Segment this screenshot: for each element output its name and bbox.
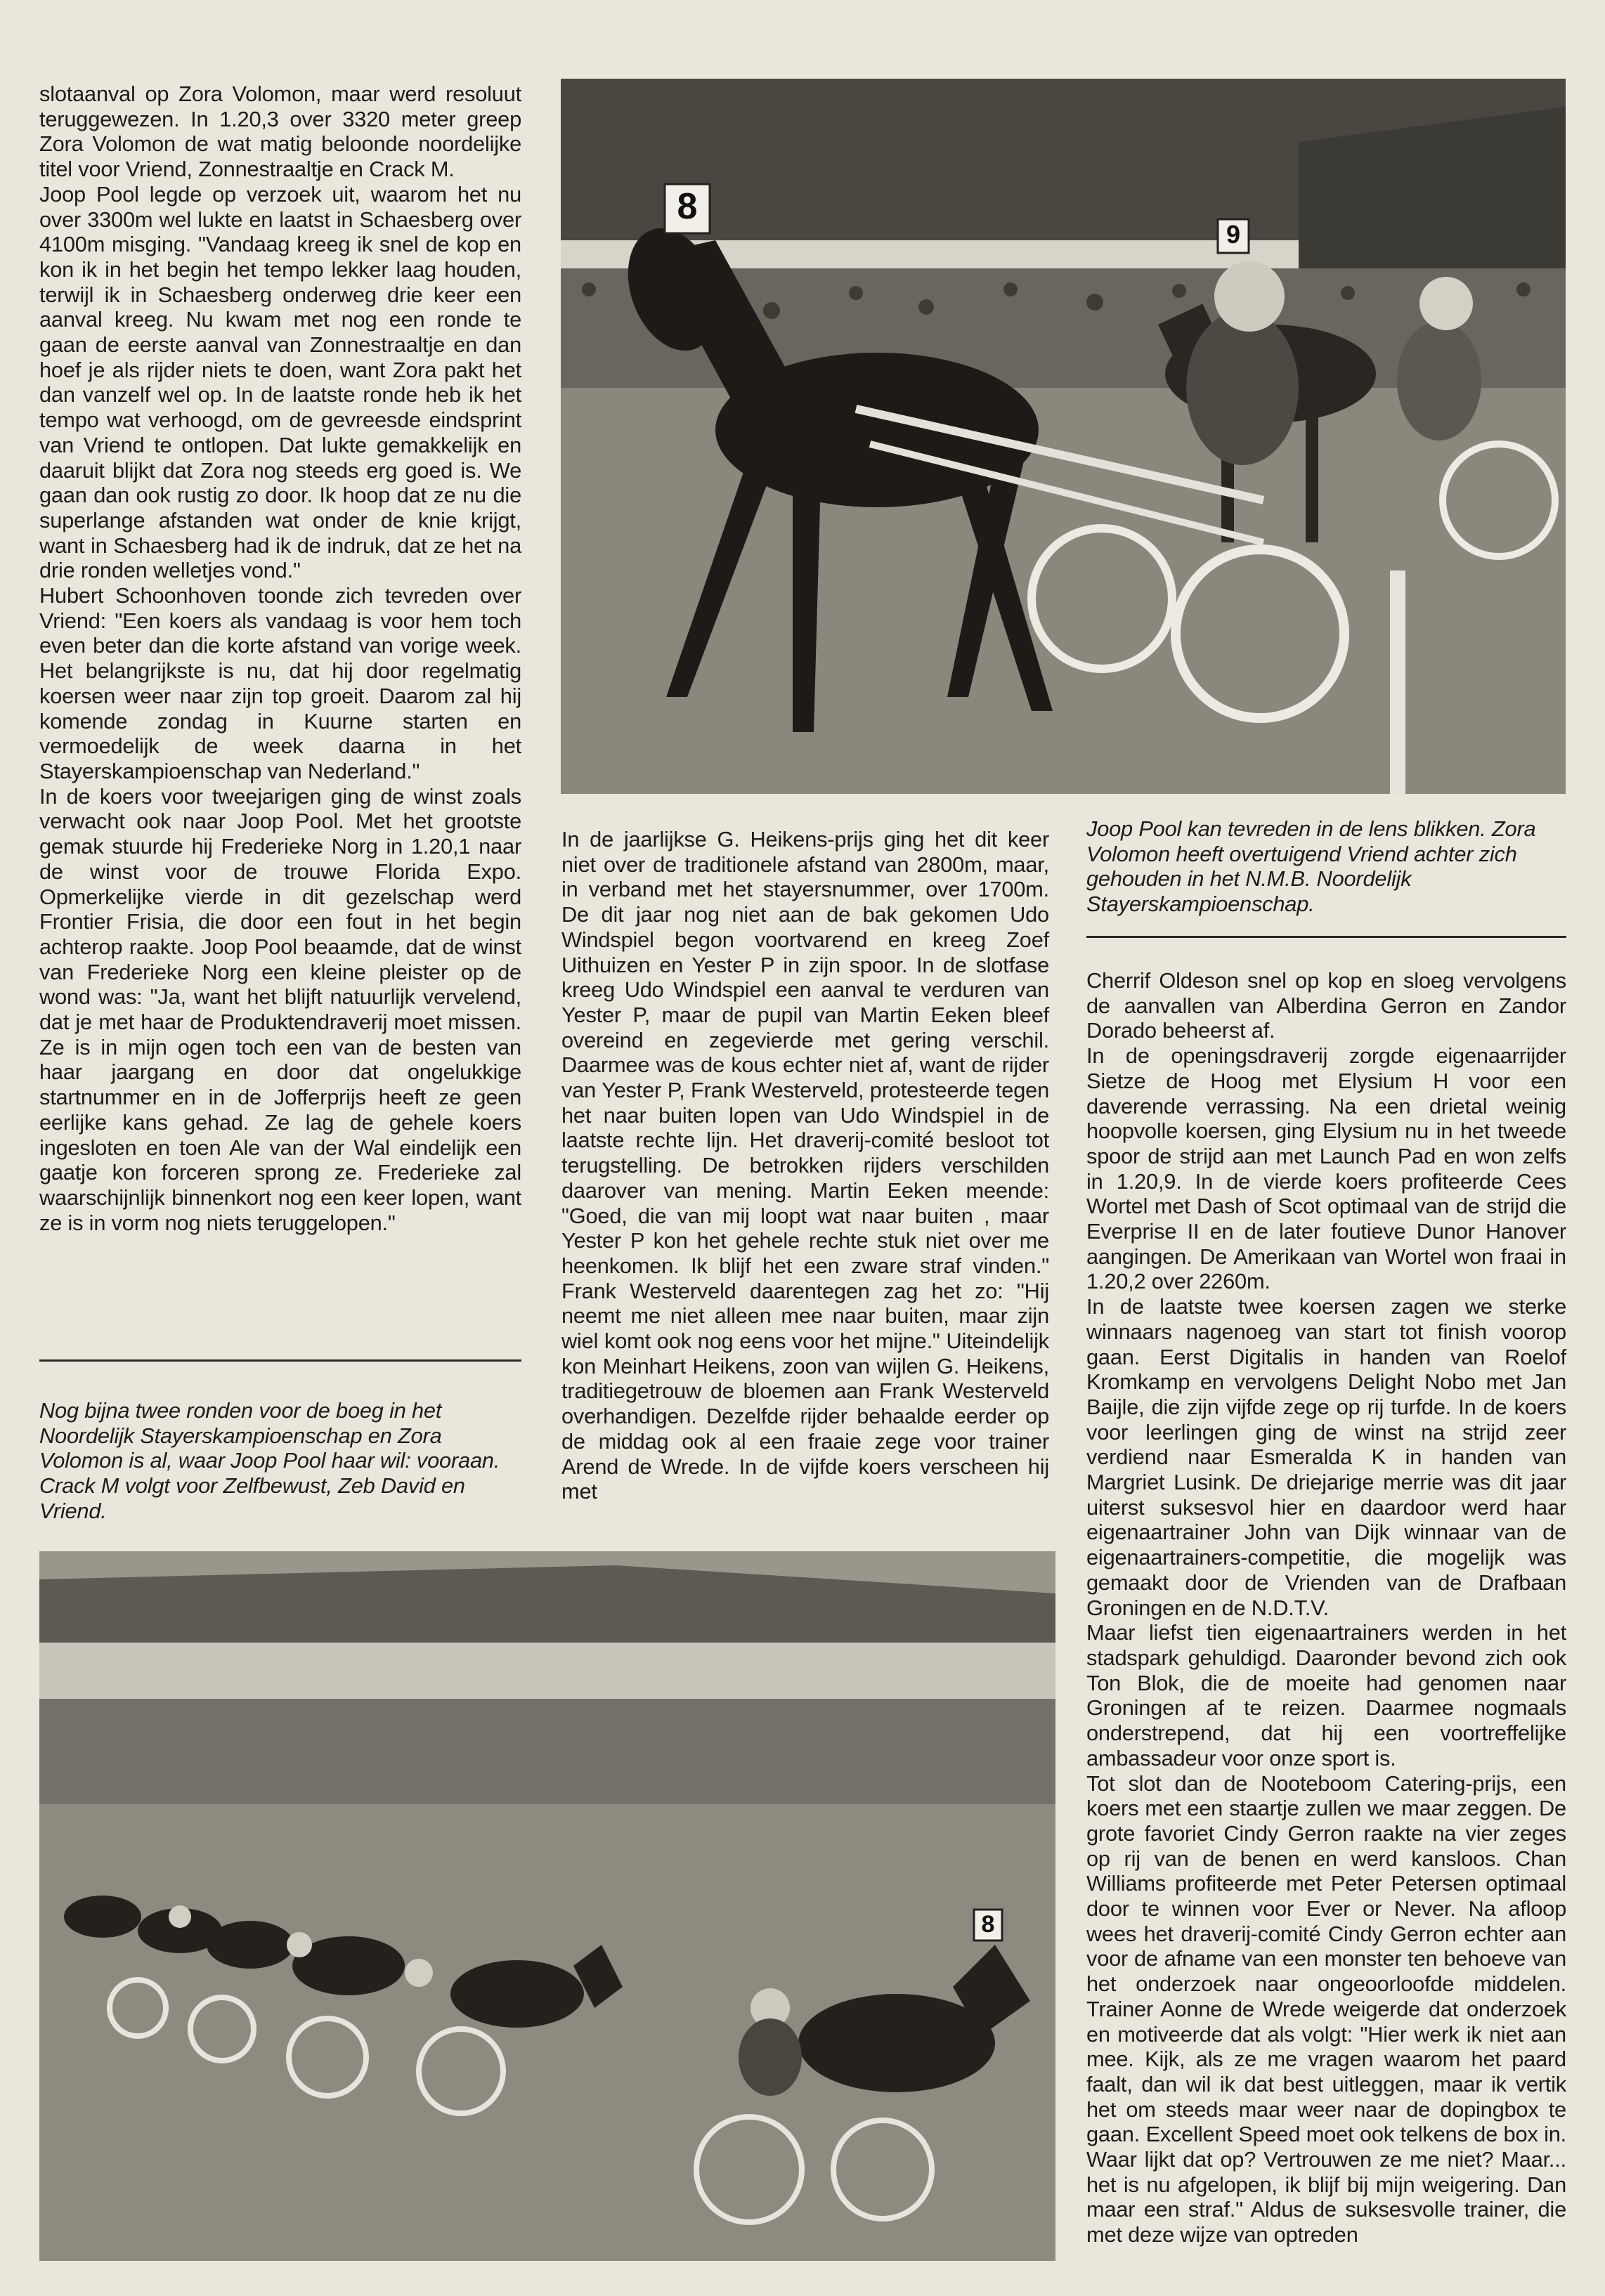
paragraph: In de koers voor tweejarigen ging de winst zoals verwacht ook naar Joop Pool. Met het grootste gemak stuurde hij Frederieke Norg in 1.20,1 naar de winst voor de trouwe Florida Expo. Opmerkelijke vierde in dit gezelschap werd Frontier Frisia, die door een fout in het begin achterop raakte. Joop Pool beaamde, dat de winst van Frederieke Norg een kleine pleister op de wond was: "Ja, want het blijft natuurlijk vervelend, dat je met haar de Produktendraverij moet missen. Ze is in mijn ogen toch een van de besten van haar jaargang en door dat ongelukkige startnummer en in de Jofferprijs heeft ze geen eerlijke kans gehad. Ze lag de gehele koers ingesloten en toen Ale van der Wal eindelijk een gaatje kon forceren sprong ze. Frederieke zal waarschijnlijk binnenkort nog een keer lopen, want ze is in vorm nog niets teruggelopen." [39,783,521,1235]
right-column [1086,968,1566,2248]
race-field-photo [39,1551,1055,2261]
photo-caption-top: Joop Pool kan tevreden in de lens blikken. Zora Volomon heeft overtuigend Vriend achter zich gehouden in het N.M.B. Noordelijk Stayerskampioenschap. [1086,816,1536,917]
race-finish-photo [561,79,1566,794]
paragraph: Hubert Schoonhoven toonde zich tevreden over Vriend: "Een koers als vandaag is voor hem toch even beter dan die korte afstand van vorige week. Het belangrijkste is nu, dat hij door regelmatig koersen weer naar zijn top groeit. Daarom zal hij komende zondag in Kuurne starten en vermoedelijk de week daarna in het Stayerskampioenschap van Nederland." [39,583,521,783]
race-field-illustration [39,1551,1055,2261]
bib-number-front: 8 [677,186,698,227]
race-finish-illustration [561,79,1566,794]
paragraph: Cherrif Oldeson snel op kop en sloeg vervolgens de aanvallen van Alberdina Gerron en Zandor Dorado beheerst af. [1086,968,1566,1043]
paragraph: In de laatste twee koersen zagen we sterke winnaars nagenoeg van start tot finish voorop gaan. Eerst Digitalis in handen van Roelof Kromkamp en vervolgens Delight Nobo met Jan Baijle, die zijn vijfde zege op rij turfde. In de koers voor leerlingen ging de winst na strijd zeer verdiend naar Esmeralda K in handen van Margriet Lusink. De driejarige merrie was dit jaar uiterst suksesvol hier en daardoor werd haar eigenaartrainer John van Dijk winnaar van de eigenaartrainers-competitie, die mogelijk was gemaakt door de Vrienden van de Drafbaan Groningen en de N.D.T.V. [1086,1294,1566,1620]
paragraph: In de jaarlijkse G. Heikens-prijs ging het dit keer niet over de traditionele afstand van 2800m, maar, in verband met het stayersnummer, over 1700m. De dit jaar nog niet aan de bak gekomen Udo Windspiel begon voortvarend en kreeg Zoef Uithuizen en Yester P in zijn spoor. In de slotfase kreeg Udo Windspiel een aanval te verduren van Yester P, maar de pupil van Martin Eeken bleef overeind en zegevierde met gering verschil. Daarmee was de kous echter niet af, want de rijder van Yester P, Frank Westerveld, protesteerde tegen het naar buiten lopen van Udo Windspiel in de laatste rechte lijn. Het draverij-comité besloot tot terugstelling. De betrokken rijders verschilden daarover van mening. Martin Eeken meende: "Goed, die van mij loopt wat naar buiten , maar Yester P kon het gehele rechte stuk niet over me heenkomen. Ik blijf het een zware straf vinden." Frank Westerveld daarentegen zag het zo: "Hij neemt me niet alleen mee naar buiten, maar zijn wiel komt ook nog eens voor het mijne." Uiteindelijk kon Meinhart Heikens, zoon van wijlen G. Heikens, traditiegetrouw de bloemen aan Frank Westerveld overhandigen. Dezelfde rijder behaalde eerder op de middag ook al een fraaie zege voor trainer Arend de Wrede. In de vijfde koers verscheen hij met [561,827,1049,1504]
paragraph: In de openingsdraverij zorgde eigenaarrijder Sietze de Hoog met Elysium H voor een daverende verrassing. Na een drietal weinig hoopvolle koersen, ging Elysium nu in het tweede spoor de strijd aan met Launch Pad en won zelfs in 1.20,9. In de vierde koers profiteerde Cees Wortel met Dash of Scot optimaal van de strijd die Everprise II en de later foutieve Dunor Hanover aangingen. De Amerikaan van Wortel won fraai in 1.20,2 over 2260m. [1086,1043,1566,1294]
bib-number-second: 9 [1226,220,1241,249]
caption-divider [1086,936,1566,938]
paragraph: Maar liefst tien eigenaartrainers werden in het stadspark gehuldigd. Daaronder bevond zich ook Ton Blok, die de moeite had genomen naar Groningen af te reizen. Daarmee nogmaals onderstrepend, dat hij een voortreffelijke ambassadeur voor onze sport is. [1086,1620,1566,1770]
photo-caption-bottom: Nog bijna twee ronden voor de boeg in het Noordelijk Stayerskampioenschap en Zora Volomon is al, waar Joop Pool haar wil: vooraan. Crack M volgt voor Zelfbewust, Zeb David en Vriend. [39,1398,500,1523]
paragraph: slotaanval op Zora Volomon, maar werd resoluut teruggewezen. In 1.20,3 over 3320 meter greep Zora Volomon de wat matig beloonde noordelijke titel voor Vriend, Zonnestraaltje en Crack M. [39,81,521,182]
paragraph: Tot slot dan de Nooteboom Catering-prijs, een koers met een staartje zullen we maar zeggen. De grote favoriet Cindy Gerron raakte na vier zeges op rij van de benen en werd kansloos. Chan Williams profiteerde met Peter Petersen optimaal door te winnen voor Ever or Never. Na afloop wees het draverij-comité Cindy Gerron echter aan voor de afname van een monster ten behoeve van het onderzoek naar ongeoorloofde middelen. Trainer Aonne de Wrede weigerde dat onderzoek en motiveerde dat als volgt: "Hier werk ik niet aan mee. Kijk, als ze me vragen waarom het paard faalt, dan wil ik dat best uitleggen, maar ik vertik het om steeds maar weer naar de dopingbox te gaan. Excellent Speed moet ook telkens de box in. Waar lijkt dat op? Vertrouwen ze me niet? Maar... het is nu afgelopen, ik blijf bij mijn weigering. Dan maar een straf." Aldus de suksesvolle trainer, die met deze wijze van optreden [1086,1770,1566,2248]
middle-column [561,827,1049,1504]
bib-number-leader: 8 [981,1911,995,1938]
caption-divider [39,1359,521,1362]
left-column [39,81,521,1235]
paragraph: Joop Pool legde op verzoek uit, waarom het nu over 3300m wel lukte en laatst in Schaesberg over 4100m misging. "Vandaag kreeg ik snel de kop en kon ik in het begin het tempo lekker laag houden, terwijl ik in Schaesberg onderweg drie keer een aanval kreeg. Nu kwam met nog een ronde te gaan de eerste aanval van Zonnestraaltje en dan hoef je als rijder niets te doen, want Zora pakt het dan vanzelf wel op. In de laatste ronde heb ik het tempo wat verhoogd, om de gevreesde eindsprint van Vriend te ontlopen. Dat lukte gemakkelijk en daaruit blijkt dat Zora nog steeds erg goed is. We gaan dan ook rustig zo door. Ik hoop dat ze nu die superlange afstanden wat onder de knie krijgt, want in Schaesberg had ik de indruk, dat ze het na drie ronden welletjes vond." [39,181,521,583]
